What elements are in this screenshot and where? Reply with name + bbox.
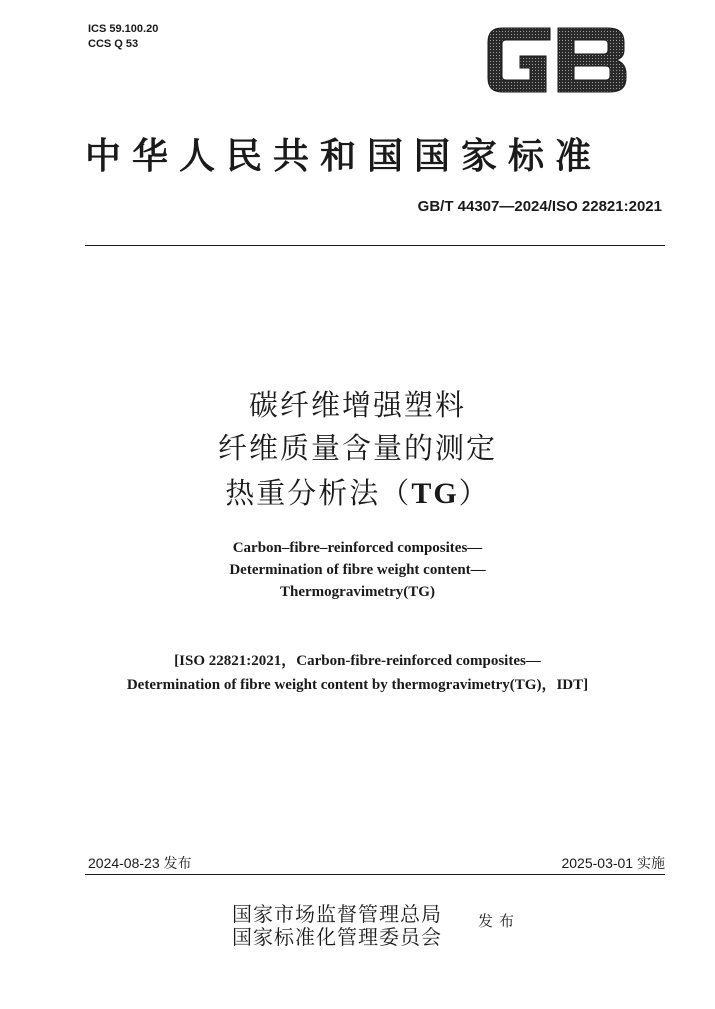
title-cn-line3-suffix: ）: [458, 476, 490, 510]
issue-label: 发布: [478, 912, 521, 930]
bottom-divider: [85, 874, 665, 875]
publish-date: 2024-08-23 发布: [88, 855, 192, 871]
national-standard-title: 中华人民共和国国家标准: [85, 135, 603, 177]
iso-reference-line2: Determination of fibre weight content by thermogravimetry(TG)，IDT]: [126, 677, 589, 693]
issuer-samr: 国家市场监督管理总局: [232, 902, 442, 926]
ics-code: ICS 59.100.20: [88, 23, 159, 35]
title-en-line2: Determination of fibre weight content—: [229, 562, 486, 578]
title-cn-line3-abbr: TG: [411, 477, 459, 510]
title-cn-line2: 纤维质量含量的测定: [217, 431, 497, 465]
classification-codes: [88, 22, 158, 52]
gb-logo: [484, 22, 630, 98]
implement-date: 2025-03-01 实施: [561, 855, 665, 871]
title-cn-line1: 碳纤维增强塑料: [248, 388, 466, 422]
title-cn-line3: [0, 471, 715, 512]
ccs-code: CCS Q 53: [88, 38, 139, 50]
title-en-line1: Carbon–fibre–reinforced composites—: [232, 540, 483, 556]
iso-reference-line1: [ISO 22821:2021，Carbon-fibre-reinforced composites—: [174, 653, 541, 669]
title-en-line3: Thermogravimetry(TG): [280, 584, 435, 600]
issuer-sac: 国家标准化管理委员会: [232, 925, 442, 949]
title-cn-line3-prefix: 热重分析法（: [225, 476, 412, 510]
standard-number: GB/T 44307—2024/ISO 22821:2021: [417, 198, 662, 215]
gb-letter-b: [558, 28, 626, 92]
gb-letter-g: [488, 28, 550, 92]
top-divider: [85, 245, 665, 246]
